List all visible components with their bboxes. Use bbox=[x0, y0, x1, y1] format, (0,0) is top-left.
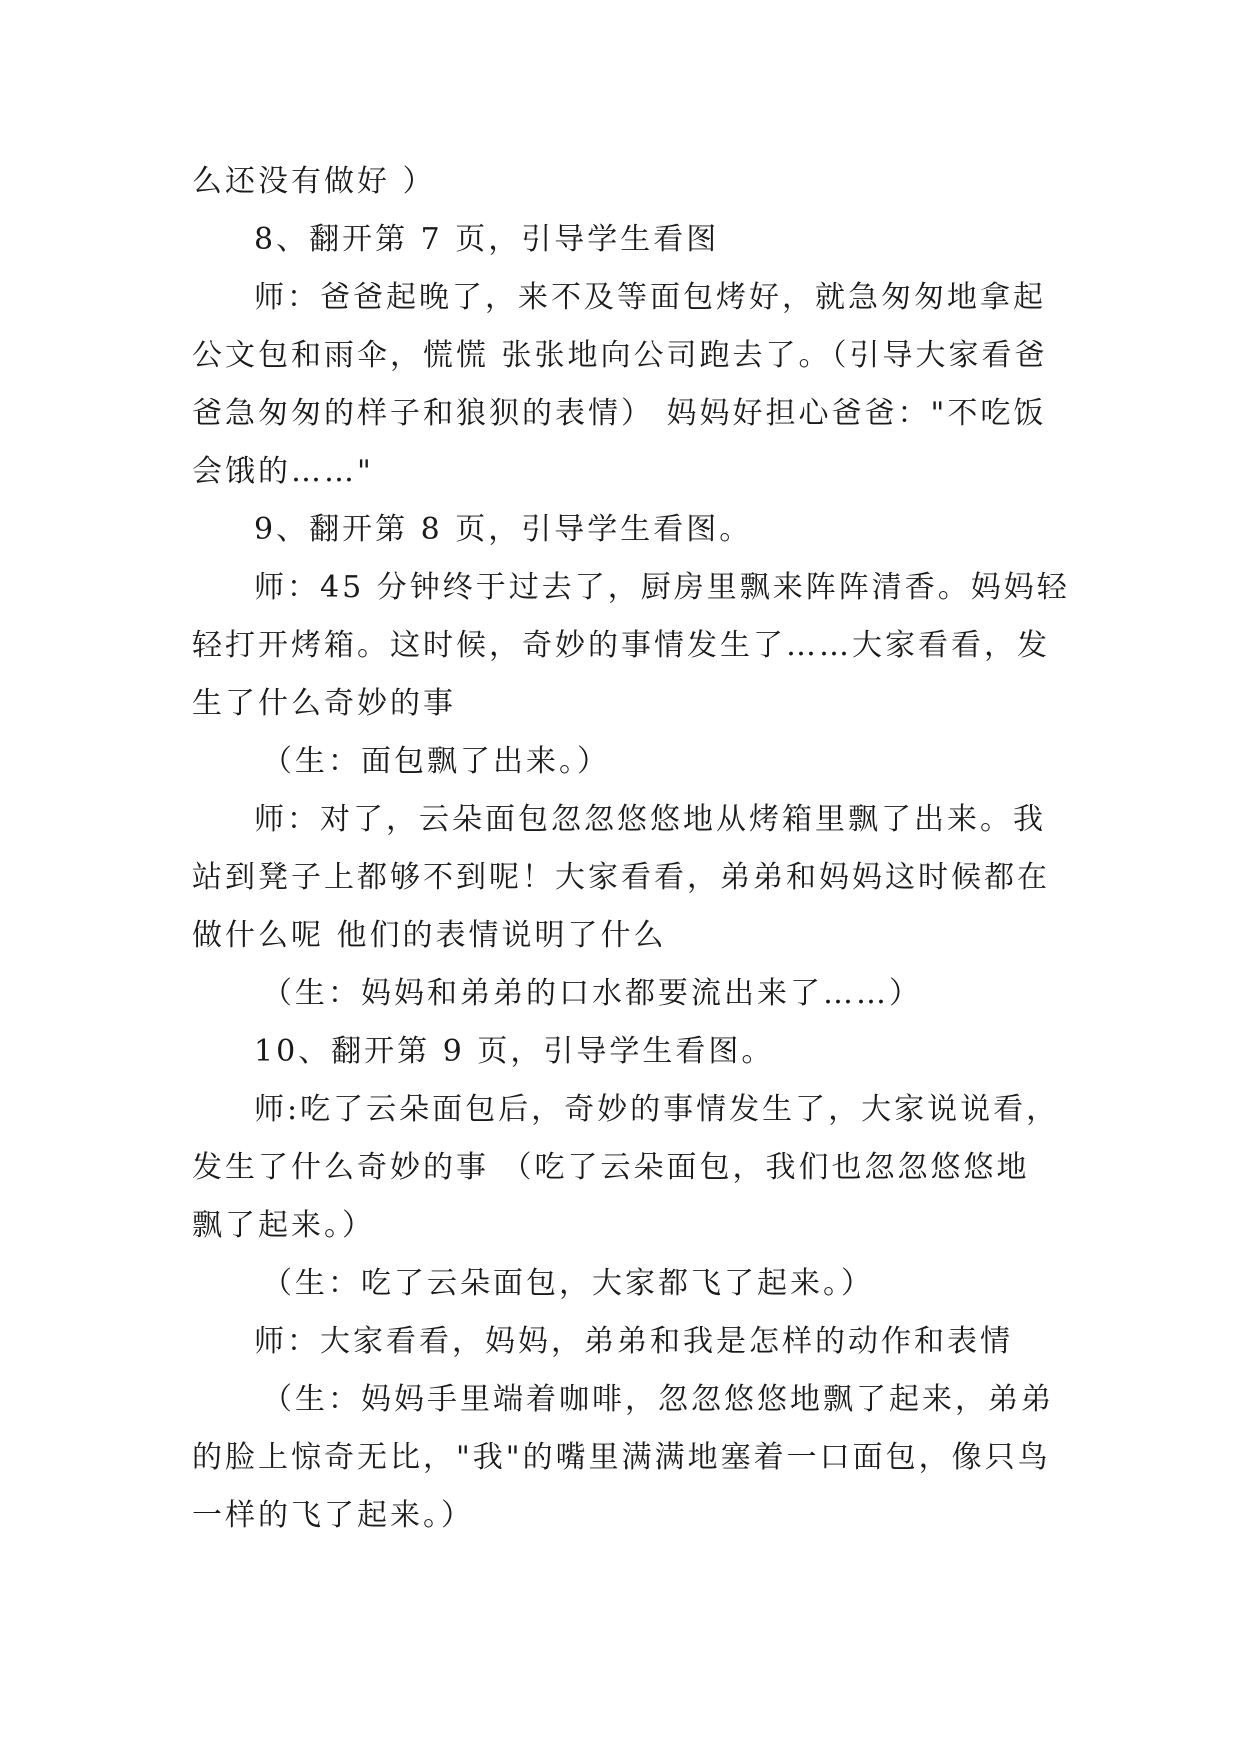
step-heading: 8、翻开第 7 页，引导学生看图 bbox=[254, 222, 720, 257]
paragraph-line: 会饿的……" bbox=[192, 454, 374, 489]
paragraph-line: 生了什么奇妙的事 bbox=[192, 686, 456, 721]
paragraph-line: 师：对了，云朵面包忽忽悠悠地从烤箱里飘了出来。我 bbox=[254, 802, 1046, 837]
student-answer: （生：吃了云朵面包，大家都飞了起来。） bbox=[262, 1266, 874, 1301]
student-answer: （生：面包飘了出来。） bbox=[262, 744, 610, 779]
paragraph-line: 一样的飞了起来。） bbox=[192, 1498, 474, 1533]
paragraph-line: 公文包和雨伞，慌慌 张张地向公司跑去了。（引导大家看爸 bbox=[192, 338, 1048, 373]
paragraph-line: 飘了起来。） bbox=[192, 1208, 375, 1243]
paragraph-line: 爸急匆匆的样子和狼狈的表情） 妈妈好担心爸爸："不吃饭 bbox=[192, 396, 1047, 431]
step-heading: 9、翻开第 8 页，引导学生看图。 bbox=[254, 512, 753, 547]
paragraph-line: 站到凳子上都够不到呢！大家看看，弟弟和妈妈这时候都在 bbox=[192, 860, 1050, 895]
paragraph-line: 做什么呢 他们的表情说明了什么 bbox=[192, 918, 667, 953]
step-heading: 10、翻开第 9 页，引导学生看图。 bbox=[254, 1034, 775, 1069]
paragraph-line: 师：大家看看，妈妈，弟弟和我是怎样的动作和表情 bbox=[254, 1324, 1013, 1359]
student-answer: （生：妈妈和弟弟的口水都要流出来了……） bbox=[262, 976, 922, 1011]
paragraph-line: 么还没有做好 ） bbox=[192, 164, 436, 199]
paragraph-line: 师:吃了云朵面包后，奇妙的事情发生了，大家说说看， bbox=[254, 1092, 1060, 1127]
paragraph-line: 轻打开烤箱。这时候，奇妙的事情发生了……大家看看，发 bbox=[192, 628, 1050, 663]
paragraph-line: 师：爸爸起晚了，来不及等面包烤好，就急匆匆地拿起 bbox=[254, 280, 1046, 315]
paragraph-line: 师：45 分钟终于过去了，厨房里飘来阵阵清香。妈妈轻 bbox=[254, 570, 1070, 605]
paragraph-line: 的脸上惊奇无比，"我"的嘴里满满地塞着一口面包，像只鸟 bbox=[192, 1440, 1051, 1475]
paragraph-line: 发生了什么奇妙的事 （吃了云朵面包，我们也忽忽悠悠地 bbox=[192, 1150, 1030, 1185]
student-answer: （生：妈妈手里端着咖啡，忽忽悠悠地飘了起来，弟弟 bbox=[262, 1382, 1054, 1417]
